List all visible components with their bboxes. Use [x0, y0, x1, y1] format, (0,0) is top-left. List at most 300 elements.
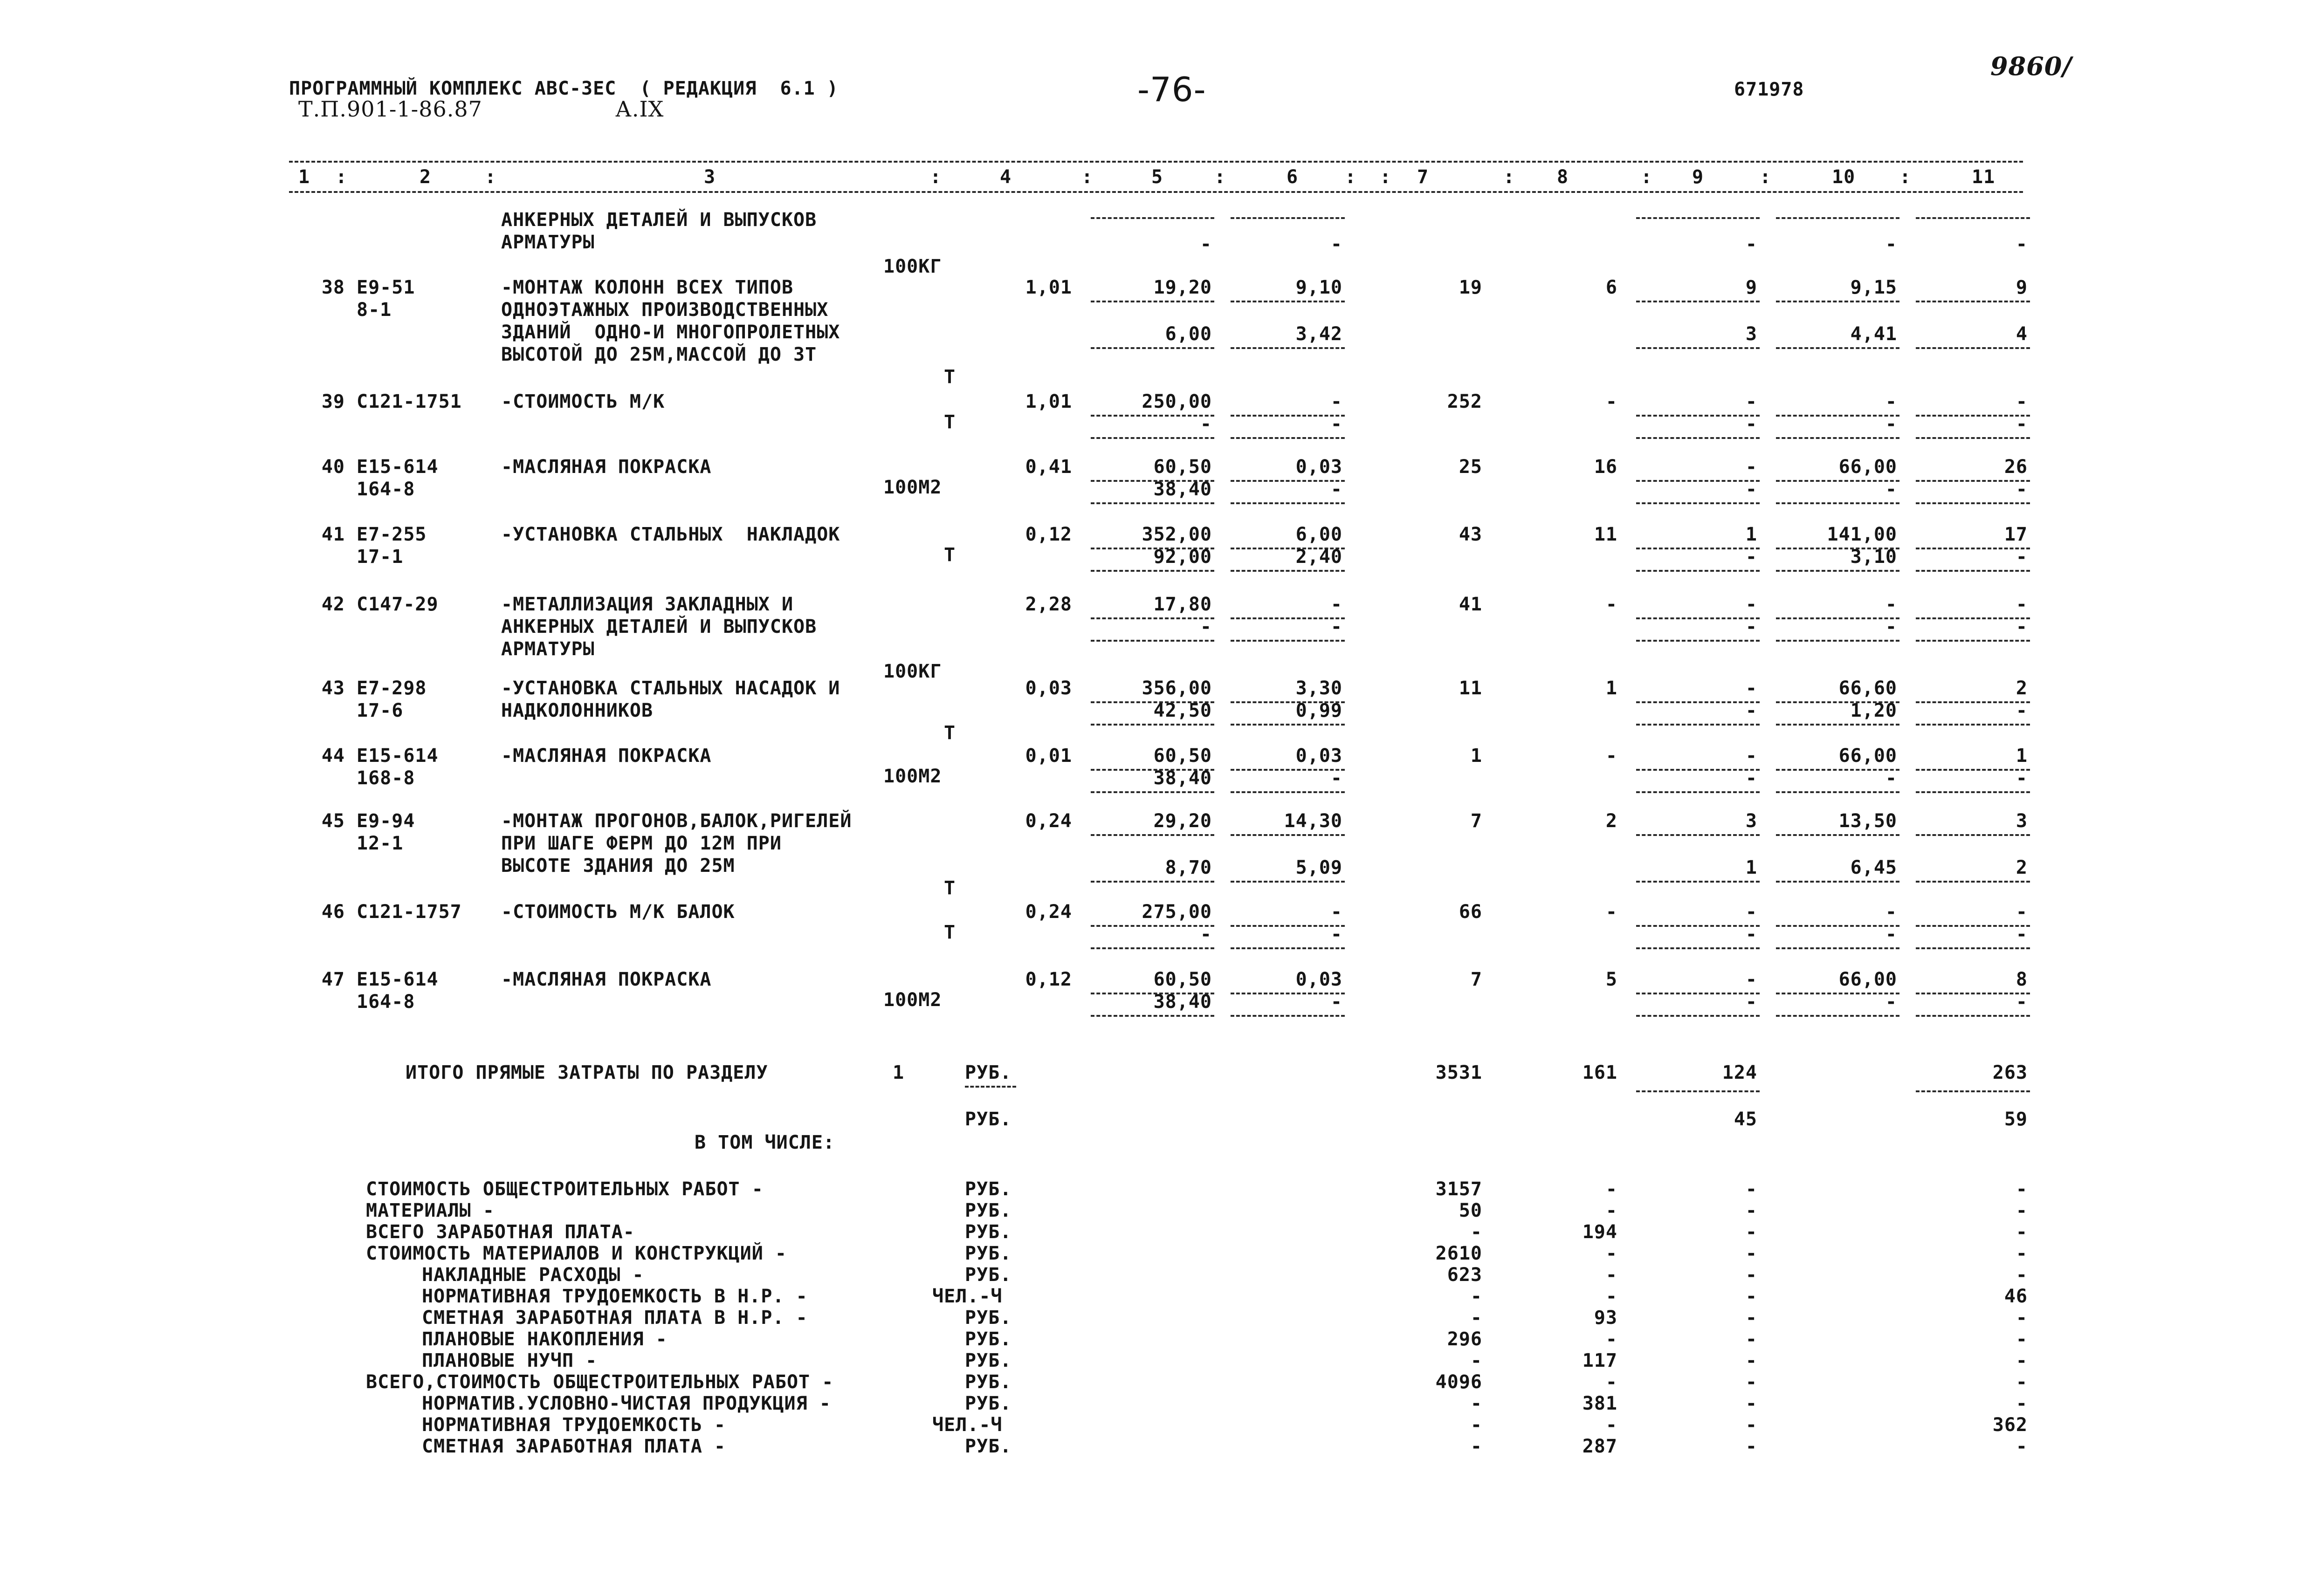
row-unit: Т: [944, 411, 956, 433]
cell-c10-base: -: [1885, 924, 1897, 945]
summary-unit: РУБ.: [965, 1350, 1012, 1371]
row-name: ВЫСОТОЙ ДО 25М,МАССОЙ ДО 3Т: [501, 344, 817, 365]
doc-code-right: 671978: [1734, 79, 1804, 100]
cell-divider: [1776, 1015, 1899, 1017]
cell-divider: [1776, 769, 1899, 771]
cell-c5-base: 6,00: [1165, 323, 1212, 345]
row-unit: 100КГ: [883, 661, 942, 682]
cell-divider: [1916, 993, 2030, 994]
total-divider: [1636, 1090, 1760, 1092]
cell-c5-base: 38,40: [1153, 767, 1212, 789]
cell-divider: [1916, 947, 2030, 949]
cell-divider: [1091, 947, 1214, 949]
cell-divider: [1776, 881, 1899, 883]
cell-c10-base: -: [1885, 991, 1897, 1013]
cell-divider: [1636, 480, 1760, 482]
cell-divider: [1636, 548, 1760, 549]
cell-divider: [1636, 217, 1760, 219]
cell-divider: [1091, 415, 1214, 417]
row-name: -СТОИМОСТЬ М/К БАЛОК: [501, 901, 735, 923]
cell-c9-base: 1: [1745, 857, 1757, 878]
cell-divider: [1231, 834, 1345, 836]
cell-c7: 11: [1459, 678, 1482, 699]
row-number: 44: [321, 745, 345, 767]
total-c11-base: 59: [2004, 1109, 2028, 1130]
summary-c9: -: [1745, 1200, 1757, 1221]
cell-c9-base: -: [1745, 479, 1757, 500]
cell-c11: 2: [2016, 678, 2028, 699]
cell-c9-base: -: [1745, 767, 1757, 789]
summary-label: ВСЕГО,СТОИМОСТЬ ОБЩЕСТРОИТЕЛЬНЫХ РАБОТ -: [366, 1371, 834, 1393]
cell-c5-base: -: [1200, 413, 1212, 435]
cell-divider: [1091, 640, 1214, 642]
cell-c6: 3,30: [1295, 678, 1342, 699]
cell-c11-base: -: [2016, 546, 2028, 568]
cell-c9: -: [1745, 901, 1757, 923]
summary-c9: -: [1745, 1414, 1757, 1436]
total-section: 1: [893, 1062, 905, 1083]
total-c8: 161: [1582, 1062, 1617, 1083]
cell-c6: -: [1330, 594, 1342, 615]
summary-unit: РУБ.: [965, 1243, 1012, 1264]
cell-c9-base: -: [1745, 546, 1757, 568]
cell-divider: [1916, 925, 2030, 927]
row-unit: Т: [944, 722, 956, 744]
cell-c11: 26: [2004, 456, 2028, 478]
album-number: А.IX: [615, 96, 664, 122]
header-rule-bottom: [289, 191, 2023, 193]
cell-c8: -: [1605, 745, 1617, 767]
summary-label: НОРМАТИВНАЯ ТРУДОЕМКОСТЬ В Н.Р. -: [422, 1286, 808, 1307]
cell-c5: 356,00: [1142, 678, 1212, 699]
row-unit: Т: [944, 366, 956, 388]
cell-c5: 17,80: [1153, 594, 1212, 615]
cell-divider: [1636, 437, 1760, 439]
row-code: Е15-614: [357, 969, 439, 990]
column-separator: :: [336, 166, 348, 188]
cell-divider: [1916, 640, 2030, 642]
row-code: 17-6: [357, 700, 404, 721]
cell-c10-base: 1,20: [1850, 700, 1897, 721]
cell-c8: 16: [1594, 456, 1617, 478]
cell-divider: [1776, 791, 1899, 793]
cell-c5-base: -: [1200, 616, 1212, 637]
summary-c8: -: [1605, 1329, 1617, 1350]
summary-label: НОРМАТИВНАЯ ТРУДОЕМКОСТЬ -: [422, 1414, 726, 1436]
cell-divider: [1916, 617, 2030, 619]
cell-divider: [1776, 724, 1899, 726]
cell-c8: 2: [1605, 810, 1617, 832]
cell-c7: 19: [1459, 277, 1482, 298]
cell-c8: -: [1605, 901, 1617, 923]
row-code: 17-1: [357, 546, 404, 568]
cell-c11: -: [2016, 233, 2028, 255]
total-divider: [1916, 1090, 2030, 1092]
cell-divider: [1091, 925, 1214, 927]
summary-c7: -: [1470, 1350, 1482, 1371]
cell-divider: [1231, 617, 1345, 619]
row-code: Е15-614: [357, 745, 439, 767]
cell-divider: [1776, 947, 1899, 949]
cell-divider: [1636, 769, 1760, 771]
summary-c7: -: [1470, 1436, 1482, 1457]
cell-divider: [1636, 993, 1760, 994]
cell-divider: [1916, 548, 2030, 549]
cell-c10: -: [1885, 901, 1897, 923]
cell-divider: [1776, 480, 1899, 482]
summary-label: СТОИМОСТЬ МАТЕРИАЛОВ И КОНСТРУКЦИЙ -: [366, 1243, 787, 1264]
column-separator: :: [1214, 166, 1226, 188]
cell-c10: 66,60: [1838, 678, 1897, 699]
row-code: 8-1: [357, 299, 392, 321]
row-name: -МАСЛЯНАЯ ПОКРАСКА: [501, 969, 712, 990]
cell-divider: [1091, 791, 1214, 793]
row-code: 12-1: [357, 833, 404, 854]
summary-label: СТОИМОСТЬ ОБЩЕСТРОИТЕЛЬНЫХ РАБОТ -: [366, 1178, 764, 1200]
cell-divider: [1636, 415, 1760, 417]
summary-c7: -: [1470, 1221, 1482, 1243]
cell-c9: -: [1745, 233, 1757, 255]
row-name: ВЫСОТЕ ЗДАНИЯ ДО 25М: [501, 855, 735, 877]
column-header-6: 6: [1287, 166, 1299, 188]
cell-divider: [1636, 502, 1760, 504]
cell-divider: [1776, 301, 1899, 302]
cell-c9-base: -: [1745, 700, 1757, 721]
cell-divider: [1231, 925, 1345, 927]
summary-c9: -: [1745, 1329, 1757, 1350]
cell-divider: [1636, 347, 1760, 349]
summary-unit: РУБ.: [965, 1221, 1012, 1243]
column-separator: :: [930, 166, 942, 188]
cell-c7: 25: [1459, 456, 1482, 478]
total-c9-base: 45: [1734, 1109, 1757, 1130]
row-name: АНКЕРНЫХ ДЕТАЛЕЙ И ВЫПУСКОВ: [501, 616, 817, 637]
cell-c11: 9: [2016, 277, 2028, 298]
cell-c9: -: [1745, 594, 1757, 615]
cell-c7: 252: [1447, 391, 1482, 412]
summary-label: ПЛАНОВЫЕ НУЧП -: [422, 1350, 598, 1371]
row-unit: Т: [944, 877, 956, 899]
summary-unit: РУБ.: [965, 1371, 1012, 1393]
row-code: 164-8: [357, 991, 415, 1013]
summary-c8: -: [1605, 1264, 1617, 1286]
summary-c8: -: [1605, 1178, 1617, 1200]
row-name: -МАСЛЯНАЯ ПОКРАСКА: [501, 745, 712, 767]
summary-c8: -: [1605, 1200, 1617, 1221]
cell-divider: [1916, 415, 2030, 417]
summary-c7: 2610: [1435, 1243, 1482, 1264]
row-number: 41: [321, 524, 345, 545]
cell-divider: [1776, 570, 1899, 572]
column-header-1: 1: [298, 166, 310, 188]
summary-unit: РУБ.: [965, 1307, 1012, 1329]
cell-divider: [1776, 993, 1899, 994]
row-code: С147-29: [357, 594, 439, 615]
cell-divider: [1231, 415, 1345, 417]
row-number: 47: [321, 969, 345, 990]
summary-unit: ЧЕЛ.-Ч: [932, 1286, 1003, 1307]
cell-c5-base: 42,50: [1153, 700, 1212, 721]
summary-label: НОРМАТИВ.УСЛОВНО-ЧИСТАЯ ПРОДУКЦИЯ -: [422, 1393, 831, 1414]
cell-c9-base: 3: [1745, 323, 1757, 345]
row-number: 39: [321, 391, 345, 412]
row-name: НАДКОЛОННИКОВ: [501, 700, 654, 721]
cell-c5: 29,20: [1153, 810, 1212, 832]
cell-divider: [1916, 570, 2030, 572]
cell-divider: [1916, 834, 2030, 836]
row-name: -УСТАНОВКА СТАЛЬНЫХ НАСАДОК И: [501, 678, 840, 699]
cell-c9: -: [1745, 745, 1757, 767]
cell-c10: 13,50: [1838, 810, 1897, 832]
cell-c9: 3: [1745, 810, 1757, 832]
cell-divider: [1091, 502, 1214, 504]
summary-c11: -: [2016, 1371, 2028, 1393]
cell-c6-base: 3,42: [1295, 323, 1342, 345]
column-separator: :: [1380, 166, 1392, 188]
cell-c9-base: -: [1745, 616, 1757, 637]
row-quantity: 2,28: [1025, 594, 1072, 615]
cell-divider: [1776, 502, 1899, 504]
cell-c6-base: 5,09: [1295, 857, 1342, 878]
cell-c11-base: -: [2016, 413, 2028, 435]
total-c9: 124: [1722, 1062, 1757, 1083]
cell-c6: 0,03: [1295, 969, 1342, 990]
total-divider: [965, 1086, 1016, 1088]
cell-c11-base: -: [2016, 924, 2028, 945]
cell-divider: [1091, 724, 1214, 726]
cell-c5-base: 38,40: [1153, 991, 1212, 1013]
cell-c8: -: [1605, 391, 1617, 412]
cell-divider: [1231, 570, 1345, 572]
cell-c11: 3: [2016, 810, 2028, 832]
cell-c5: -: [1200, 233, 1212, 255]
cell-c6: -: [1330, 233, 1342, 255]
cell-c9-base: -: [1745, 413, 1757, 435]
cell-c5-base: 8,70: [1165, 857, 1212, 878]
cell-divider: [1091, 1015, 1214, 1017]
summary-unit: РУБ.: [965, 1264, 1012, 1286]
cell-divider: [1231, 301, 1345, 302]
including-label: В ТОМ ЧИСЛЕ:: [695, 1132, 835, 1153]
doc-code: Т.П.901-1-86.87: [298, 96, 482, 122]
column-header-7: 7: [1417, 166, 1429, 188]
row-unit: 100М2: [883, 989, 942, 1011]
summary-c9: -: [1745, 1371, 1757, 1393]
summary-unit: РУБ.: [965, 1436, 1012, 1457]
cell-divider: [1231, 1015, 1345, 1017]
summary-c7: 296: [1447, 1329, 1482, 1350]
column-separator: :: [1641, 166, 1653, 188]
cell-c7: 41: [1459, 594, 1482, 615]
row-number: 43: [321, 678, 345, 699]
summary-c8: 287: [1582, 1436, 1617, 1457]
cell-c5-base: 38,40: [1153, 479, 1212, 500]
cell-c7: 66: [1459, 901, 1482, 923]
summary-c8: -: [1605, 1414, 1617, 1436]
summary-c9: -: [1745, 1350, 1757, 1371]
cell-c6-base: -: [1330, 413, 1342, 435]
cell-c6-base: -: [1330, 767, 1342, 789]
summary-c7: 4096: [1435, 1371, 1482, 1393]
cell-divider: [1916, 437, 2030, 439]
cell-divider: [1231, 217, 1345, 219]
row-quantity: 0,41: [1025, 456, 1072, 478]
cell-c10-base: -: [1885, 479, 1897, 500]
cell-c10-base: 4,41: [1850, 323, 1897, 345]
cell-divider: [1776, 640, 1899, 642]
cell-c6: 14,30: [1284, 810, 1342, 832]
cell-divider: [1916, 724, 2030, 726]
row-quantity: 0,24: [1025, 901, 1072, 923]
summary-unit: РУБ.: [965, 1393, 1012, 1414]
cell-c10-base: -: [1885, 616, 1897, 637]
summary-c9: -: [1745, 1221, 1757, 1243]
row-unit: 100М2: [883, 766, 942, 787]
row-quantity: 1,01: [1025, 277, 1072, 298]
cell-divider: [1231, 437, 1345, 439]
cell-c8: -: [1605, 594, 1617, 615]
total-c7: 3531: [1435, 1062, 1482, 1083]
summary-c11: -: [2016, 1393, 2028, 1414]
cell-c9: -: [1745, 678, 1757, 699]
cell-divider: [1636, 724, 1760, 726]
cell-divider: [1091, 347, 1214, 349]
cell-divider: [1231, 347, 1345, 349]
row-quantity: 0,12: [1025, 969, 1072, 990]
cell-c10: 9,15: [1850, 277, 1897, 298]
cell-c11-base: 2: [2016, 857, 2028, 878]
row-name: АНКЕРНЫХ ДЕТАЛЕЙ И ВЫПУСКОВ: [501, 209, 817, 231]
cell-c11: 1: [2016, 745, 2028, 767]
summary-label: НАКЛАДНЫЕ РАСХОДЫ -: [422, 1264, 644, 1286]
cell-divider: [1091, 617, 1214, 619]
cell-divider: [1636, 617, 1760, 619]
summary-unit: РУБ.: [965, 1329, 1012, 1350]
summary-c9: -: [1745, 1393, 1757, 1414]
row-code: Е9-51: [357, 277, 415, 298]
column-header-4: 4: [1000, 166, 1012, 188]
cell-divider: [1916, 881, 2030, 883]
summary-label: ПЛАНОВЫЕ НАКОПЛЕНИЯ -: [422, 1329, 667, 1350]
cell-c11-base: -: [2016, 991, 2028, 1013]
summary-c8: 381: [1582, 1393, 1617, 1414]
cell-divider: [1231, 769, 1345, 771]
column-separator: :: [485, 166, 497, 188]
row-name: -УСТАНОВКА СТАЛЬНЫХ НАКЛАДОК: [501, 524, 840, 545]
row-quantity: 0,03: [1025, 678, 1072, 699]
cell-c10: 66,00: [1838, 456, 1897, 478]
summary-c7: -: [1470, 1286, 1482, 1307]
summary-c11: -: [2016, 1221, 2028, 1243]
summary-c11: -: [2016, 1243, 2028, 1264]
summary-c7: 50: [1459, 1200, 1482, 1221]
summary-c8: -: [1605, 1286, 1617, 1307]
cell-divider: [1231, 881, 1345, 883]
cell-c9: -: [1745, 969, 1757, 990]
cell-c11-base: -: [2016, 767, 2028, 789]
summary-c11: 362: [1992, 1414, 2028, 1436]
column-header-8: 8: [1557, 166, 1569, 188]
cell-divider: [1231, 640, 1345, 642]
row-name: -МОНТАЖ ПРОГОНОВ,БАЛОК,РИГЕЛЕЙ: [501, 810, 852, 832]
cell-divider: [1916, 301, 2030, 302]
total-unit: РУБ.: [965, 1062, 1012, 1083]
cell-c6: -: [1330, 391, 1342, 412]
row-quantity: 0,12: [1025, 524, 1072, 545]
cell-divider: [1231, 993, 1345, 994]
summary-c8: 117: [1582, 1350, 1617, 1371]
summary-c8: 194: [1582, 1221, 1617, 1243]
cell-c10: 141,00: [1827, 524, 1897, 545]
column-header-3: 3: [704, 166, 716, 188]
cell-divider: [1636, 925, 1760, 927]
cell-divider: [1776, 617, 1899, 619]
page-number: -76-: [1137, 70, 1206, 109]
cell-c9-base: -: [1745, 924, 1757, 945]
row-name: -СТОИМОСТЬ М/К: [501, 391, 665, 412]
row-name: АРМАТУРЫ: [501, 232, 595, 253]
cell-c10-base: -: [1885, 767, 1897, 789]
cell-c6-base: -: [1330, 924, 1342, 945]
summary-label: ВСЕГО ЗАРАБОТНАЯ ПЛАТА-: [366, 1221, 635, 1243]
row-quantity: 1,01: [1025, 391, 1072, 412]
summary-c8: -: [1605, 1371, 1617, 1393]
cell-divider: [1231, 791, 1345, 793]
cell-divider: [1776, 925, 1899, 927]
cell-c5-base: -: [1200, 924, 1212, 945]
summary-c7: -: [1470, 1307, 1482, 1329]
cell-divider: [1916, 480, 2030, 482]
summary-c11: -: [2016, 1178, 2028, 1200]
cell-c5: 250,00: [1142, 391, 1212, 412]
summary-c7: 623: [1447, 1264, 1482, 1286]
cell-c10: 66,00: [1838, 969, 1897, 990]
cell-c5: 19,20: [1153, 277, 1212, 298]
summary-c9: -: [1745, 1264, 1757, 1286]
row-code: Е7-298: [357, 678, 427, 699]
cell-c9: 9: [1745, 277, 1757, 298]
summary-c11: -: [2016, 1329, 2028, 1350]
row-code: Е15-614: [357, 456, 439, 478]
cell-divider: [1091, 834, 1214, 836]
cell-c8: 1: [1605, 678, 1617, 699]
cell-divider: [1776, 437, 1899, 439]
column-header-10: 10: [1832, 166, 1856, 188]
cell-divider: [1916, 769, 2030, 771]
cell-c10: -: [1885, 594, 1897, 615]
column-header-5: 5: [1151, 166, 1163, 188]
total-label: ИТОГО ПРЯМЫЕ ЗАТРАТЫ ПО РАЗДЕЛУ: [406, 1062, 768, 1083]
row-code: С121-1751: [357, 391, 462, 412]
cell-c7: 7: [1470, 969, 1482, 990]
cell-c5: 60,50: [1153, 969, 1212, 990]
row-number: 42: [321, 594, 345, 615]
row-name: АРМАТУРЫ: [501, 638, 595, 660]
cell-divider: [1636, 1015, 1760, 1017]
cell-c6-base: -: [1330, 616, 1342, 637]
cell-divider: [1091, 881, 1214, 883]
summary-c11: -: [2016, 1350, 2028, 1371]
row-name: ЗДАНИЙ ОДНО-И МНОГОПРОЛЕТНЫХ: [501, 322, 840, 343]
cell-divider: [1091, 570, 1214, 572]
cell-divider: [1231, 947, 1345, 949]
cell-divider: [1231, 480, 1345, 482]
row-code: 164-8: [357, 479, 415, 500]
total-unit-2: РУБ.: [965, 1109, 1012, 1130]
cell-divider: [1636, 834, 1760, 836]
summary-c11: 46: [2004, 1286, 2028, 1307]
cell-c11: -: [2016, 594, 2028, 615]
